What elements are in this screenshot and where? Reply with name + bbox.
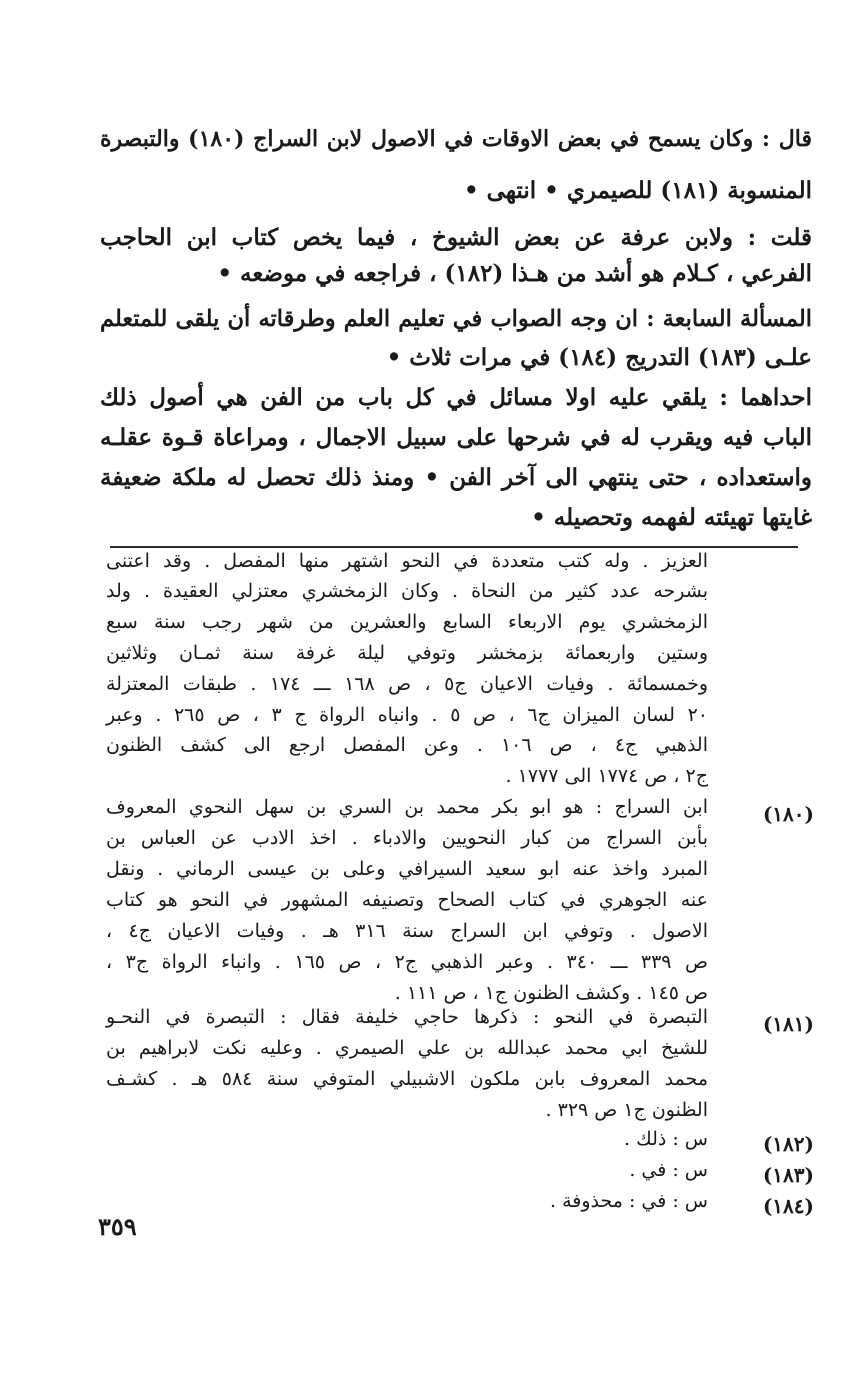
footnote-line: ج٢ ، ص ١٧٧٤ الى ١٧٧٧ . — [505, 765, 708, 787]
footnote-line: ابن السراج : هو ابو بكر محمد بن السري بن سهل النحوي المعروف — [106, 796, 708, 818]
footnote-line: الذهبي ج٤ ، ص ١٠٦ . وعن المفصل ارجع الى كشف الظنون — [106, 734, 708, 756]
footnote-number: (١٨٣) — [762, 1163, 814, 1187]
footnote-number: (١٨١) — [762, 1012, 814, 1036]
main-text-line: الباب فيه ويقرب له في شرحها على سبيل الاجمال ، ومراعاة قـوة عقلـه — [100, 424, 812, 451]
footnote-line: ص ١٤٥ . وكشف الظنون ج١ ، ص ١١١ . — [394, 982, 708, 1004]
main-text-line: قال : وكان يسمح في بعض الاوقات في الاصول لابن السراج (١٨٠) والتبصرة — [100, 126, 812, 152]
main-text-line: علـى (١٨٣) التدريج (١٨٤) في مرات ثلاث • — [386, 344, 812, 371]
main-text-line: الفرعي ، كـلام هو أشد من هـذا (١٨٢) ، فراجعه في موضعه • — [217, 260, 812, 287]
main-text-line: غايتها تهيئته لفهمه وتحصيله • — [531, 504, 812, 531]
footnote-number: (١٨٢) — [762, 1132, 814, 1156]
footnote-line: الاصول . وتوفي ابن السراج سنة ٣١٦ هـ . وفيات الاعيان ج٤ ، — [106, 920, 709, 942]
footnote-line: س : ذلك . — [623, 1128, 708, 1150]
footnote-line: محمد المعروف بابن ملكون الاشبيلي المتوفي سنة ٥٨٤ هـ . كشـف — [106, 1068, 709, 1090]
footnote-line: بأبن السراج من كبار النحويين والادباء . اخذ الادب عن العباس بن — [106, 827, 708, 849]
main-text-line: واستعداده ، حتى ينتهي الى آخر الفن • ومنذ ذلك تحصل له ملكة ضعيفة — [100, 464, 812, 491]
footnote-line: وستين واربعمائة بزمخشر وتوفي ليلة غرفة سنة ثمـان وثلاثين — [106, 642, 708, 664]
page-number: ٣٥٩ — [98, 1212, 137, 1241]
footnote-line: بشرحه عدد كثير من النحاة . وكان الزمخشري معتزلي العقيدة . ولد — [106, 580, 708, 602]
footnote-line: للشيخ ابي محمد عبدالله بن علي الصيمري . وعليه نكت لابراهيم بن — [106, 1037, 708, 1059]
main-text-line: احداهما : يلقي عليه اولا مسائل في كل باب من الفن هي أصول ذلك — [100, 384, 812, 411]
footnote-line: عنه الجوهري في كتاب الصحاح وتصنيفه المشهور في النحو هو كتاب — [106, 889, 708, 911]
footnote-line: المبرد واخذ عنه ابو سعيد السيرافي وعلى بن عيسى الرماني . ونقل — [106, 858, 708, 880]
main-text-line: المنسوبة (١٨١) للصيمري • انتهى • — [463, 177, 812, 204]
footnote-line: الزمخشري يوم الاربعاء السابع والعشرين من شهر رجب سنة سبع — [106, 611, 708, 633]
footnote-number: (١٨٠) — [762, 802, 814, 826]
footnote-line: التبصرة في النحو : ذكرها حاجي خليفة فقال : التبصرة في النحـو — [106, 1006, 708, 1028]
footnote-number: (١٨٤) — [762, 1194, 814, 1218]
main-text-line: المسألة السابعة : ان وجه الصواب في تعليم العلم وطرقاته أن يلقى للمتعلم — [100, 306, 812, 332]
footnote-line: س : في : محذوفة . — [549, 1190, 708, 1212]
footnote-line: الظنون ج١ ص ٣٢٩ . — [545, 1099, 708, 1121]
footnote-line: س : في . — [629, 1159, 708, 1181]
main-text-line: قلت : ولابن عرفة عن بعض الشيوخ ، فيما يخص كتاب ابن الحاجب — [100, 224, 812, 251]
footnote-line: العزيز . وله كتب متعددة في النحو اشتهر منها المفصل . وقد اعتنى — [106, 550, 708, 572]
footnote-line: ٢٠ لسان الميزان ج٦ ، ص ٥ . وانباه الرواة ج ٣ ، ص ٢٦٥ . وعبر — [106, 704, 708, 726]
footnote-divider — [110, 546, 798, 548]
footnote-line: وخمسمائة . وفيات الاعيان ج٥ ، ص ١٦٨ ـــ ١٧٤ . طبقات المعتزلة — [106, 673, 708, 695]
footnote-line: ص ٣٣٩ ـــ ٣٤٠ . وعبر الذهبي ج٢ ، ص ١٦٥ . وانباء الرواة ج٣ ، — [106, 951, 708, 973]
